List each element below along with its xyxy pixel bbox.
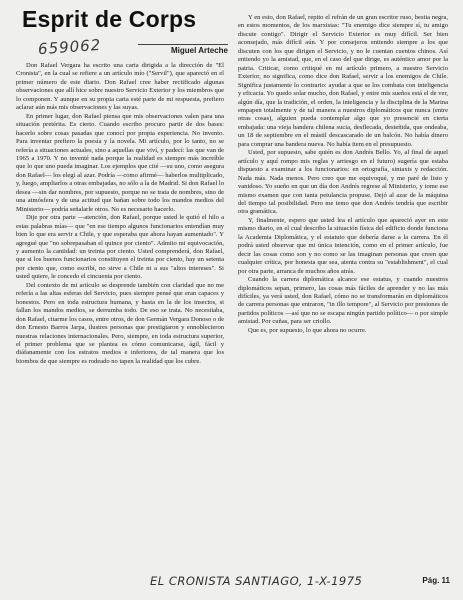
paragraph: Cuando la carrera diplomática alcance ese estatus, y cuando nuestros diplomáticos sepan, primero, las cosas más fáciles de aprender y no las más difíciles, ya verá usted, don Rafael, cómo no se transformarán en diplomáticos de carrera personas que entraron, "in illo tempore", al Servicio por presiones de partidos políticos —así que no se escapa ningún partido político— o por simple amistad. Por cuñas, para ser criollo. <box>238 276 448 326</box>
paragraph: Del contexto de mi artículo se desprende también con claridad que no me refería a las altas esferas del Servicio, pues siempre pensé que eran capaces y honestos. Pero en toda estructura humana, y hasta en la de los insectos, si fallan los mandos medios, se derrumba todo. De eso se trata. No necesitaba, don Rafael, citarme los casos, entre otros, de don Germán Vergara Donoso o de don Ernesto Barros Jarpa, ilustres personas que prestigiaron y ennoblecieron nuestras relaciones internacionales. Pero, siempre, en toda estructura superior, el primer problema que se plantea es cómo comunicarse, ágil, fácil y diáfanamente con los estratos medios e inferiores, de tal manera que los biombos de que siempre es rodeado no tapen la realidad que los cubre. <box>16 281 224 365</box>
right-column <box>238 14 448 335</box>
handwritten-catalog-number: 659062 <box>37 35 102 59</box>
paragraph: Y, finalmente, espero que usted lea el artículo que apareció ayer en este mismo diario, en el cual describo la situación física del edificio donde funciona la Academia Diplomática, y el estatuto que debería darse a la carrera. En él podrá usted observar que mi única intención, como en el primer artículo, fue decir las cosas como son y no como se las imaginan personas que creen que cualquier crítica, por honesta que sea, atenta contra su "establishment", el cual por otra parte, arranca de muchos años atrás. <box>238 216 448 275</box>
paragraph: Dije por otra parte —atención, don Rafael, porque usted le quitó el hilo a estas palabras mías— que "en ese tiempo algunos funcionarios entendían muy bien lo que era servir a Chile, y que esperaba que ahora hayan aumentado". Y agregué que "no sobrepasaban el quince por ciento". Admito mi equivocación, y aumento la cantidad: un treinta por ciento. Usted comprenderá, don Rafael, que si los buenos funcionarios constituyen el treinta por ciento, hay un setenta por ciento que, como escribí, no sirve a Chile ni a sus "altos intereses". Si usted quiere, le concedo el cincuenta por ciento. <box>16 214 224 281</box>
page-number: Pág. 11 <box>422 576 450 585</box>
article-title: Esprit de Corps <box>22 6 197 32</box>
article-author: Miguel Arteche <box>138 44 228 55</box>
footer <box>150 574 450 594</box>
paragraph: Don Rafael Vergara ha escrito una carta dirigida a la dirección de "El Cronista", en la cual se refiere a un artículo mío ("Servil"), que apareció en el primer número de este diario. Don Rafael cree haber rectificado algunas observaciones que allí hice sobre nuestro Servicio Exterior y los miembros que lo componen. Y aunque en su propia carta esté parte de mi respuesta, prefiero aclarar aún más mis observaciones y las suyas. <box>16 62 224 112</box>
handwritten-source-note: EL CRONISTA SANTIAGO, 1-X-1975 <box>150 574 363 588</box>
paragraph: En primer lugar, don Rafael piensa que mis observaciones valen para una situación pretérita. Es cierto. Cuando escribo procuro partir de dos bases: hacerlo sobre cosas pasadas que conocí por propia experiencia. No invento. Para inventar prefiero la poesía y la novela. Mi artículo, por lo tanto, no se refería a situaciones actuales, sino a aquellas que viví, y padecí: las que van de 1965 a 1970. Y no inventé nada porque la realidad es siempre más increíble que lo que uno pueda imaginar. Los ejemplos que cité —su uno, como asegura don Rafael— los elegí al azar. Podría —como afirmé— haberlos multiplicado, y, luego, ampliarlos a otras embajadas, no sólo a la de Madrid. Si don Rafael lo desea —sin dar nombres, por supuesto, porque no se trata de nombres, sino de una atmósfera y de una actitud que bañan sobre todo los mandos medios del Ministerio— podría señalarle otros. No es necesario hacerlo. <box>16 112 224 213</box>
paragraph: Que es, por supuesto, lo que ahora no ocurre. <box>248 326 367 334</box>
paragraph: Y en esto, don Rafael, repito el refrán de un gran escritor ruso, bestia negra, en estos momentos, de los marxistas: "Tu enemigo dice siempre sí, tu amigo discute contigo". Dirigir el Servicio Exterior es muy difícil. Ser bien aconsejado, más difícil aún. Y por consejeros entiendo siempre a los que discuten con los que dirigen el Servicio, y no le cuentan cuentos chinos. Así entiendo yo la amistad, que, en el caso del que dirige, es auténtico amor por la patria. Criticar, como critiqué en mi artículo primero, a nuestro Servicio Exterior, no significa, como dice don Rafael, servir a los enemigos de Chile. Significa justamente lo contrario: ayudar a que se los combata con inteligencia y eficacia. Yo quedo solar mucho, don Rafael, y entre mis sueños está el de ver, algún día, que la tradición, el orden, la inteligencia y la disciplina de la Marina empapen totalmente y de tal manera a nuestros diplomáticos que nunca (entre otras cosas), alguien pueda contemplar algo que yo presencié en cierta embajada: una vieja bandera chilena sucia, desflecada, desteñida, que ondeaba, un 18 de septiembre en el mástil descascarado de un balcón. No había dinero para comprar una bandera nueva. No había item en el presupuesto. <box>238 14 448 148</box>
paragraph: Usted, por supuesto, sabe quién es don Andrés Bello. Yo, al final de aquel artículo y aquí rompo mis reglas y arriesgo en el futuro) sugería que estaba dispuesto a examinar a los funcionarios: en ortografía, sintaxis y redacción. Nada más. Nada menos. Pero creo que me equivoqué, y me paré de listo y vanidoso. Yo sueño en que un día don Andrés regrese al Ministerio, y tome ese mismo examen que con tanta petulancia propuse. Dejó al azar de la máquina del tiempo tal posibilidad. Pero me temo que don Andrés tendría que escribir otra gramática. <box>238 149 448 216</box>
left-column <box>16 62 224 366</box>
